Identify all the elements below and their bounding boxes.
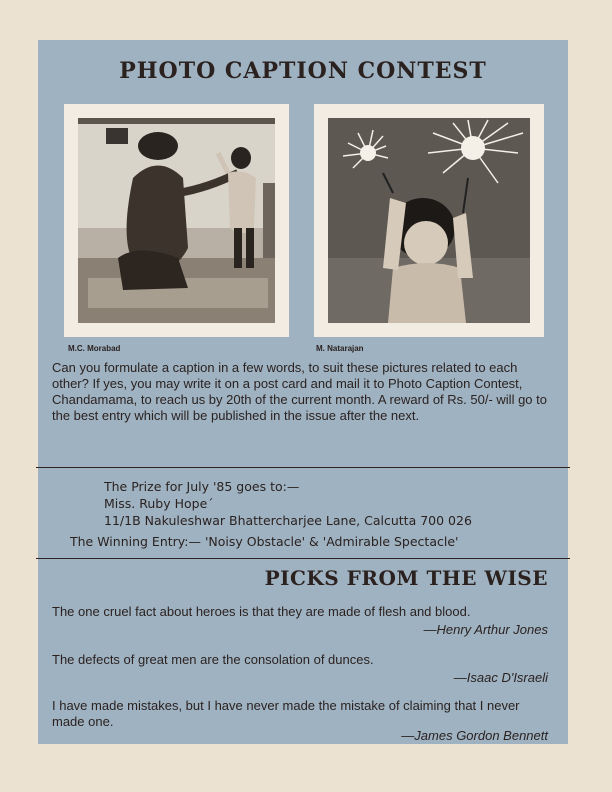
prize-winning-entry: The Winning Entry:— 'Noisy Obstacle' & 'Admirable Spectacle': [70, 534, 459, 549]
contest-title: PHOTO CAPTION CONTEST: [119, 58, 487, 84]
photo-mother-child: [64, 104, 289, 337]
quote-text: The defects of great men are the consolation of dunces.: [52, 652, 374, 667]
quote-text: The one cruel fact about heroes is that they are made of flesh and blood.: [52, 604, 471, 619]
photo-credit-right: M. Natarajan: [316, 344, 364, 353]
photo-girl-sparklers: [314, 104, 544, 337]
quote-author: —James Gordon Bennett: [401, 728, 548, 743]
picks-title: PICKS FROM THE WISE: [264, 566, 548, 590]
photo-credit-left: M.C. Morabad: [68, 344, 121, 353]
quote-author: —Isaac D'Israeli: [453, 670, 548, 685]
quote-author: —Henry Arthur Jones: [423, 622, 548, 637]
prize-winner-name: Miss. Ruby Hope´: [104, 496, 214, 511]
prize-address: 11/1B Nakuleshwar Bhattercharjee Lane, Calcutta 700 026: [104, 513, 472, 528]
divider-top: [36, 467, 570, 468]
divider-bottom: [36, 558, 570, 559]
contest-instructions: Can you formulate a caption in a few words, to suit these pictures related to each other? If yes, you may write it on a post card and mail it to Photo Caption Contest, Chandamama, to reach us by 20th of the current month. A reward of Rs. 50/- will go to the best entry which will be published in the issue after the next.: [52, 360, 547, 423]
mother-child-image: [78, 118, 275, 323]
girl-sparklers-image: [328, 118, 530, 323]
prize-heading: The Prize for July '85 goes to:—: [104, 479, 300, 494]
quote-text: I have made mistakes, but I have never made the mistake of claiming that I never made one.: [52, 698, 520, 729]
